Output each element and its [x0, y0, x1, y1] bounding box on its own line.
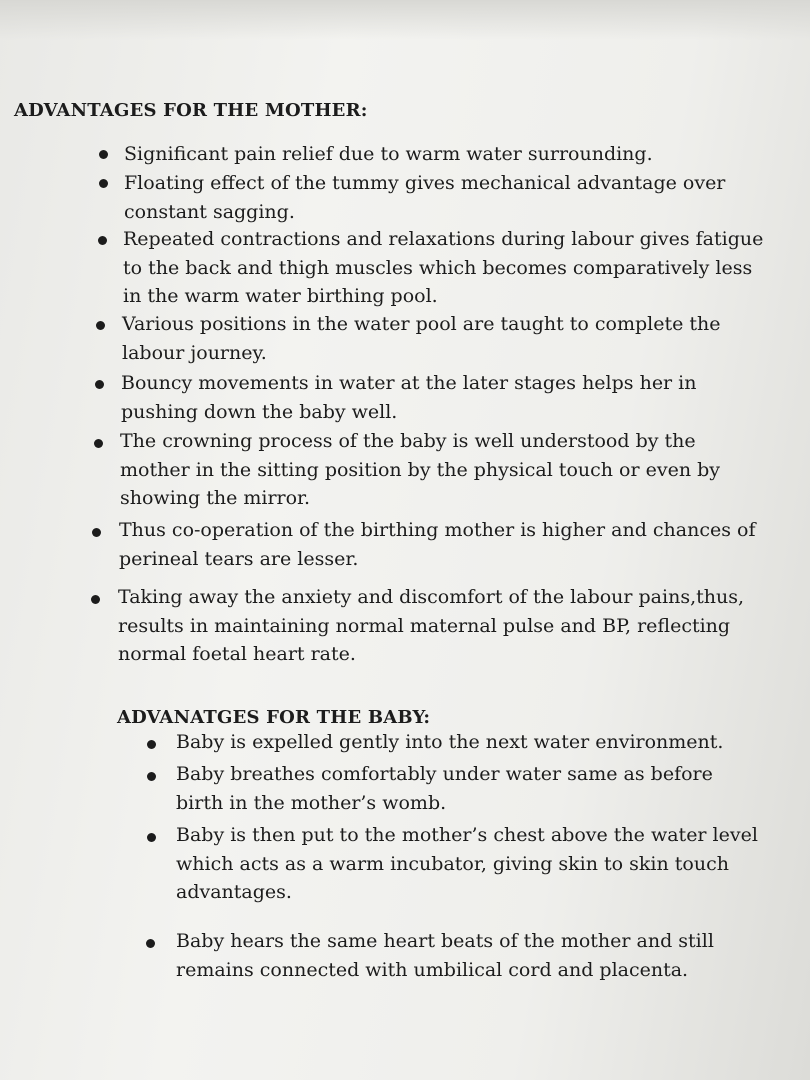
list-item-line: which acts as a warm incubator, giving skin to skin touch — [176, 852, 729, 875]
list-item-line: mother in the sitting position by the physical touch or even by — [120, 458, 720, 481]
list-item-line: results in maintaining normal maternal pulse and BP, reflecting — [118, 614, 731, 637]
list-item-line: Repeated contractions and relaxations during labour gives fatigue — [123, 228, 764, 250]
bullet-icon — [92, 528, 101, 537]
list-item-line: to the back and thigh muscles which becomes comparatively less — [123, 256, 753, 279]
list-item-line: remains connected with umbilical cord and placenta. — [176, 958, 689, 981]
list-item — [176, 821, 758, 907]
bullet-icon — [147, 833, 156, 842]
list-item-line: Thus co-operation of the birthing mother is higher and chances of — [119, 519, 756, 541]
list-item — [123, 225, 763, 311]
list-item-line: The crowning process of the baby is well understood by the — [120, 430, 696, 452]
list-item-line: Significant pain relief due to warm water surrounding. — [124, 143, 653, 165]
list-item — [118, 583, 744, 669]
list-item-line: advantages. — [176, 881, 292, 903]
list-item — [176, 728, 723, 757]
list-item-line: constant sagging. — [124, 200, 295, 223]
bullet-icon — [91, 595, 100, 604]
list-item — [124, 140, 653, 169]
bullet-icon — [146, 939, 155, 948]
list-item-line: Baby hears the same heart beats of the mother and still — [176, 930, 714, 952]
bullet-icon — [96, 321, 105, 330]
list-item-line: in the warm water birthing pool. — [123, 285, 438, 307]
bullet-icon — [94, 439, 103, 448]
list-item-line: labour journey. — [122, 341, 267, 364]
bullet-icon — [99, 150, 108, 159]
list-item-line: Floating effect of the tummy gives mechanical advantage over — [124, 172, 726, 194]
mother-section-heading: ADVANTAGES FOR THE MOTHER: — [14, 100, 368, 121]
list-item-line: Baby breathes comfortably under water same as before — [176, 763, 713, 785]
list-item-line: birth in the mother’s womb. — [176, 791, 447, 814]
baby-section-heading: ADVANATGES FOR THE BABY: — [117, 707, 431, 728]
list-item-line: Bouncy movements in water at the later stages helps her in — [121, 372, 697, 394]
bullet-icon — [98, 236, 107, 245]
list-item — [121, 369, 697, 426]
bullet-icon — [147, 740, 156, 749]
list-item-line: Various positions in the water pool are taught to complete the — [122, 313, 721, 335]
list-item — [122, 310, 721, 367]
list-item-line: Baby is expelled gently into the next water environment. — [176, 731, 724, 753]
list-item — [120, 427, 720, 513]
bullet-icon — [147, 772, 156, 781]
list-item-line: pushing down the baby well. — [121, 400, 398, 423]
list-item — [176, 927, 714, 984]
bullet-icon — [95, 380, 104, 389]
list-item — [124, 169, 725, 226]
list-item-line: Baby is then put to the mother’s chest above the water level — [176, 824, 758, 846]
list-item-line: normal foetal heart rate. — [118, 643, 356, 665]
list-item-line: Taking away the anxiety and discomfort of the labour pains,thus, — [118, 586, 745, 608]
list-item — [119, 516, 756, 573]
bullet-icon — [99, 179, 108, 188]
list-item-line: showing the mirror. — [120, 487, 311, 509]
list-item-line: perineal tears are lesser. — [119, 547, 359, 570]
list-item — [176, 760, 713, 817]
